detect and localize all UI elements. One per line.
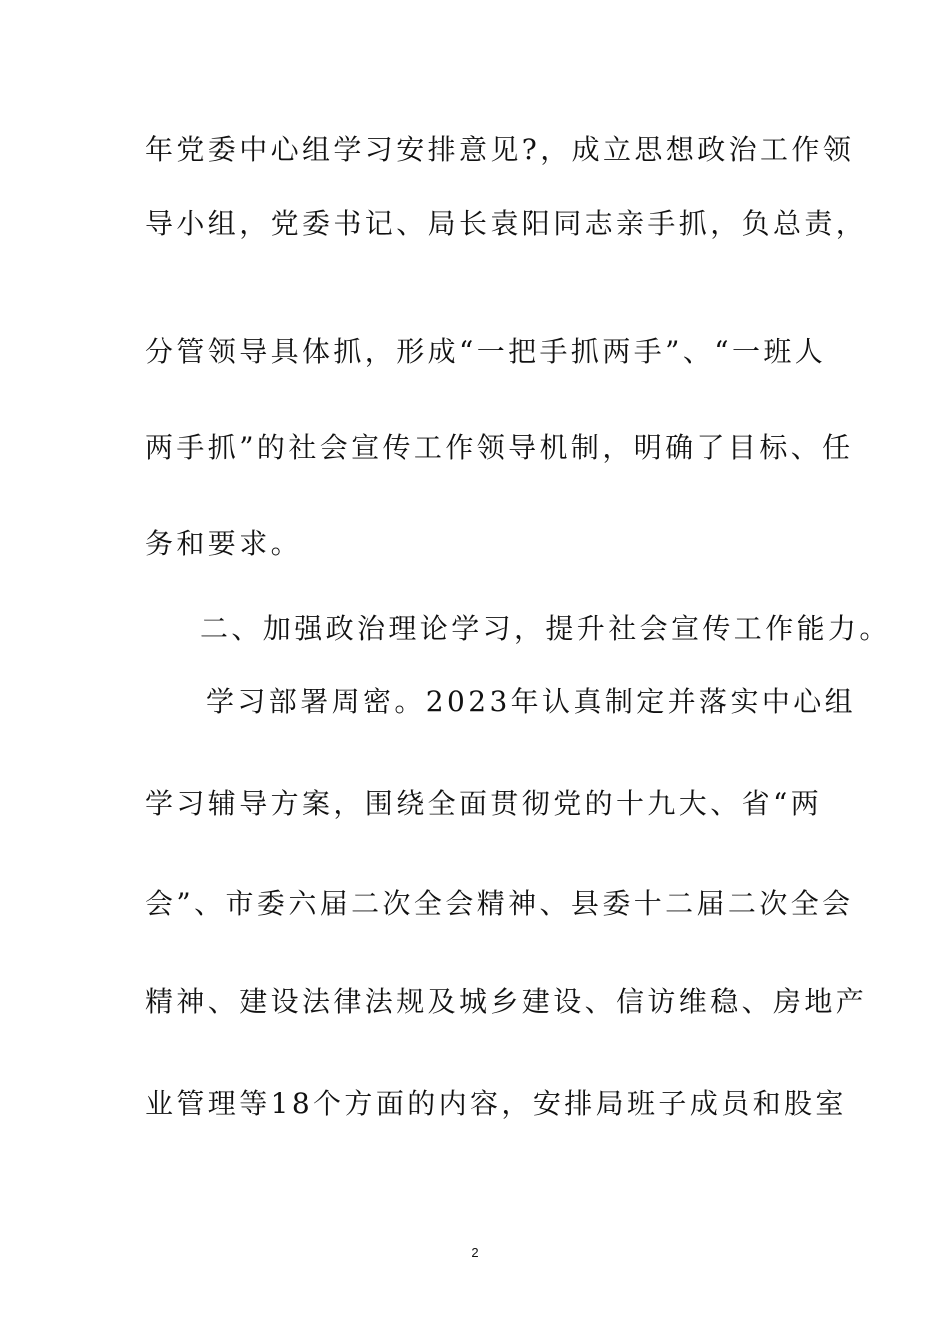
- text-line: 务和要求。: [145, 527, 303, 560]
- text-line: 两手抓”的社会宣传工作领导机制，明确了目标、任: [145, 431, 854, 464]
- section-heading: 二、加强政治理论学习，提升社会宣传工作能力。: [200, 612, 891, 645]
- text-line: 会”、市委六届二次全会精神、县委十二届二次全会: [145, 887, 854, 920]
- text-line: 年党委中心组学习安排意见?，成立思想政治工作领: [145, 133, 855, 166]
- text-line: 业管理等18个方面的内容，安排局班子成员和股室: [145, 1087, 847, 1120]
- paragraph-first-line: 学习部署周密。2023年认真制定并落实中心组: [206, 685, 857, 718]
- text-line: 精神、建设法律法规及城乡建设、信访维稳、房地产: [145, 985, 868, 1018]
- text-line: 学习辅导方案，围绕全面贯彻党的十九大、省“两: [145, 787, 823, 820]
- page-number: 2: [471, 1245, 479, 1260]
- text-line: 分管领导具体抓，形成“一把手抓两手”、“一班人: [145, 335, 827, 368]
- text-line: 导小组，党委书记、局长袁阳同志亲手抓，负总责，: [145, 207, 868, 240]
